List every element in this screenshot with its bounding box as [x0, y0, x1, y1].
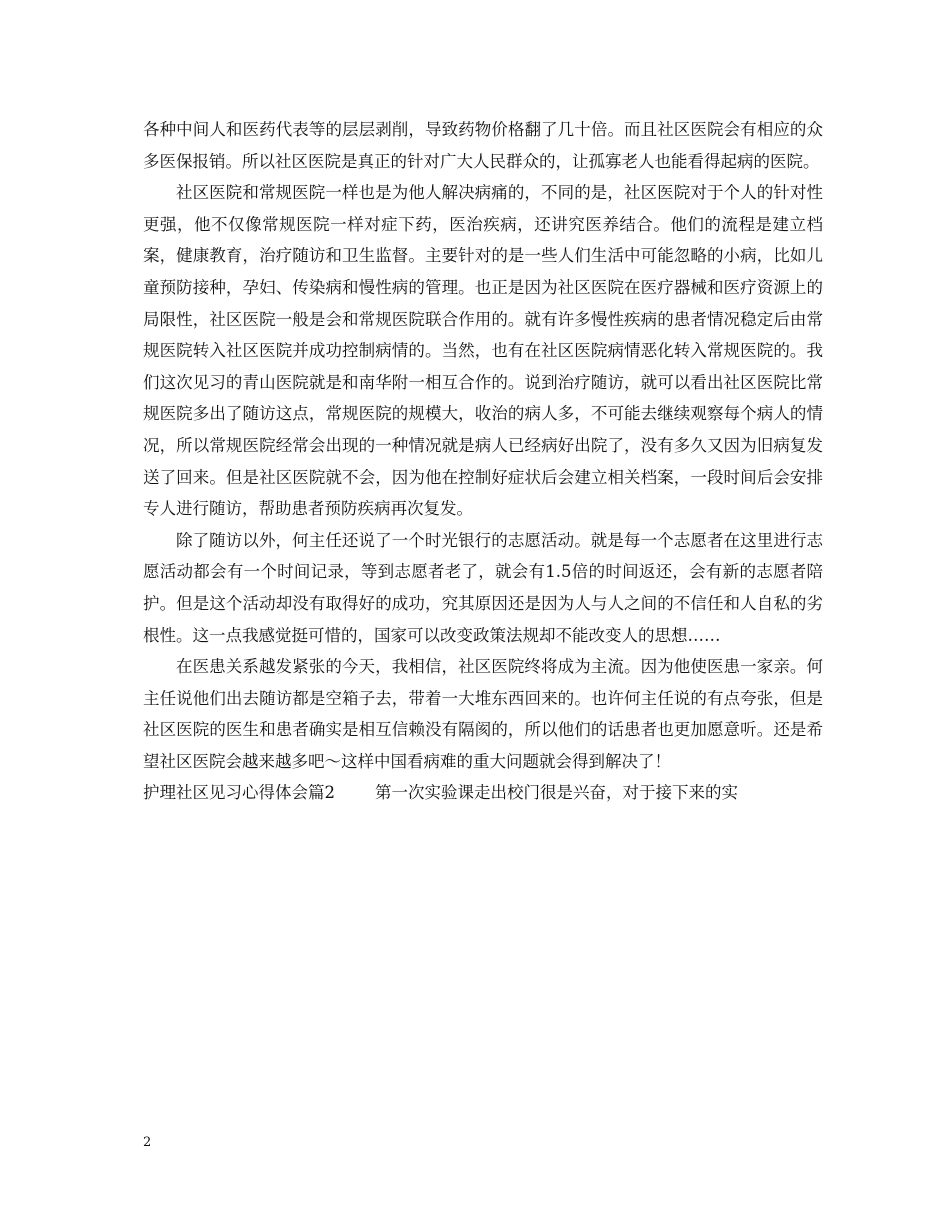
section-intro-text: 第一次实验课走出校门很是兴奋，对于接下来的实	[375, 783, 738, 803]
paragraph-4: 在医患关系越发紧张的今天，我相信，社区医院终将成为主流。因为他使医患一家亲。何主任说他们出去随访都是空箱子去，带着一大堆东西回来的。也许何主任说的有点夸张，但是社区医院的医生和患者确实是相互信赖没有隔阂的，所以他们的话患者也更加愿意听。还是希望社区医院会越来越多吧～这样中国看病难的重大问题就会得到解决了！	[143, 657, 823, 771]
section-heading-line	[143, 777, 823, 809]
section-heading: 护理社区见习心得体会篇2	[143, 783, 335, 803]
paragraph-1: 各种中间人和医药代表等的层层剥削，导致药物价格翻了几十倍。而且社区医院会有相应的众多医保报销。所以社区医院是真正的针对广大人民群众的，让孤寡老人也能看得起病的医院。	[143, 120, 823, 171]
paragraph-3: 除了随访以外，何主任还说了一个时光银行的志愿活动。就是每一个志愿者在这里进行志愿活动都会有一个时间记录，等到志愿者老了，就会有1.5倍的时间返还，会有新的志愿者陪护。但是这个活动却没有取得好的成功，究其原因还是因为人与人之间的不信任和人自私的劣根性。这一点我感觉挺可惜的，国家可以改变政策法规却不能改变人的思想……	[143, 530, 823, 645]
paragraph-2: 社区医院和常规医院一样也是为他人解决病痛的，不同的是，社区医院对于个人的针对性更强，他不仅像常规医院一样对症下药，医治疾病，还讲究医养结合。他们的流程是建立档案，健康教育，治疗随访和卫生监督。主要针对的是一些人们生活中可能忽略的小病，比如儿童预防接种，孕妇、传染病和慢性病的管理。也正是因为社区医院在医疗器械和医疗资源上的局限性，社区医院一般是会和常规医院联合作用的。就有许多慢性疾病的患者情况稳定后由常规医院转入社区医院并成功控制病情的。当然，也有在社区医院病情恶化转入常规医院的。我们这次见习的青山医院就是和南华附一相互合作的。说到治疗随访，就可以看出社区医院比常规医院多出了随访这点，常规医院的规模大，收治的病人多，不可能去继续观察每个病人的情况，所以常规医院经常会出现的一种情况就是病人已经病好出院了，没有多久又因为旧病复发送了回来。但是社区医院就不会，因为他在控制好症状后会建立相关档案，一段时间后会安排专人进行随访，帮助患者预防疾病再次复发。	[143, 183, 823, 519]
document-body	[143, 114, 823, 809]
page-number: 2	[143, 1135, 152, 1150]
